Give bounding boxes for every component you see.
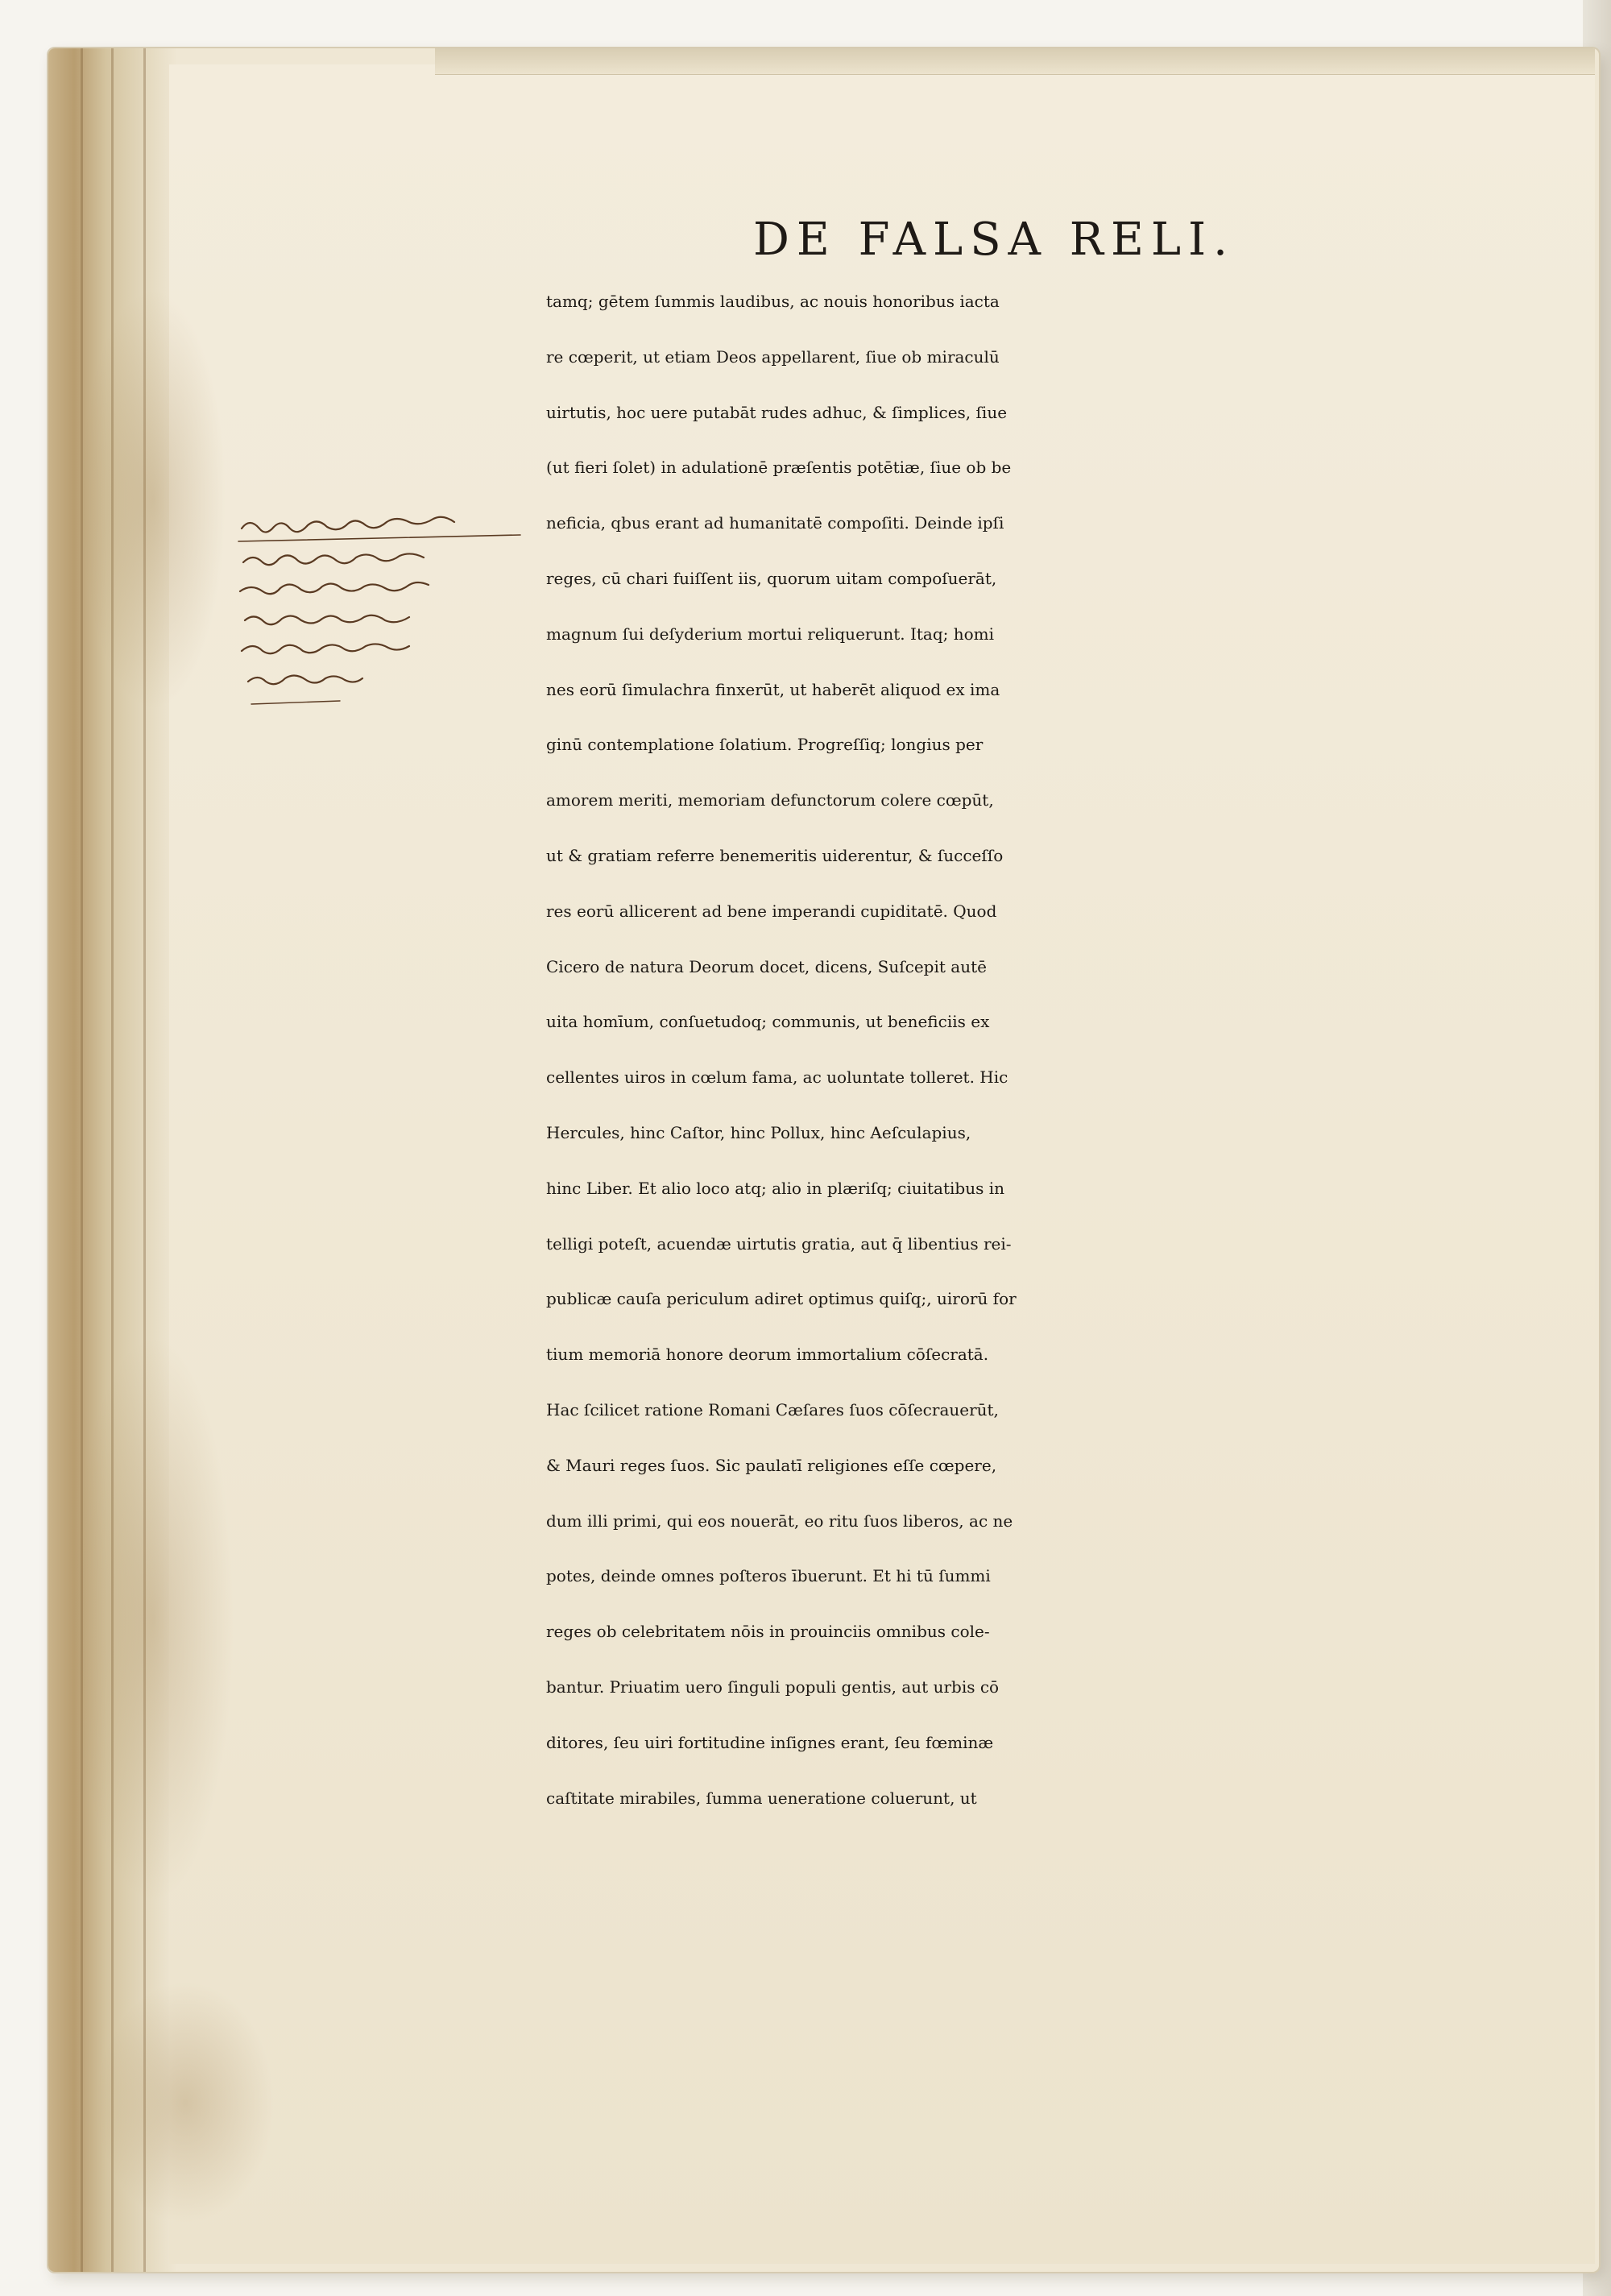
text-line: magnum ſui deſyderium mortui reliquerunt. Itaq; homi xyxy=(546,624,995,644)
text-line: Hac ſcilicet ratione Romani Cæſares ſuos cōſecrauerūt, xyxy=(546,1399,999,1419)
age-stain xyxy=(97,1982,274,2223)
text-line: ginū contemplatione ſolatium. Progreſſiq; longius per xyxy=(546,735,984,755)
text-line: tamq; gētem ſummis laudibus, ac nouis honoribus iacta xyxy=(546,292,1000,311)
text-line: ditores, ſeu uiri fortitudine inſignes erant, ſeu fœminæ xyxy=(546,1732,994,1752)
text-line: Cicero de natura Deorum docet, dicens, Suſcepit autē xyxy=(546,956,987,976)
text-line: hinc Liber. Et alio loco atq; alio in plæriſq; ciuitatibus in xyxy=(546,1178,1004,1198)
text-line: reges ob celebritatem nōis in prouinciis omnibus cole- xyxy=(546,1622,990,1642)
text-line: potes, deinde omnes poſteros ībuerunt. Et hi tū ſummi xyxy=(546,1566,991,1586)
text-line: amorem meriti, memoriam defunctorum colere cœpūt, xyxy=(546,790,994,810)
text-line: telligi poteſt, acuendæ uirtutis gratia, aut q̄ libentius rei- xyxy=(546,1233,1012,1254)
marginal-handwritten-note xyxy=(232,514,554,731)
text-line: ut & gratiam referre benemeritis uiderentur, & ſucceſſo xyxy=(546,845,1004,865)
age-stain xyxy=(81,290,226,709)
gutter-fold-line xyxy=(81,48,83,2272)
text-line: tium memoriā honore deorum immortalium cōſecratā. xyxy=(546,1345,989,1365)
text-line: uita homīum, conſuetudoq; communis, ut beneficiis ex xyxy=(546,1012,990,1032)
page-top-edge xyxy=(435,48,1595,75)
text-line: neficia, qbus erant ad humanitatē compoſiti. Deinde ipſi xyxy=(546,513,1004,533)
text-line: Hercules, hinc Caſtor, hinc Pollux, hinc Aeſculapius, xyxy=(546,1122,971,1142)
text-line: res eorū allicerent ad bene imperandi cupiditatē. Quod xyxy=(546,901,997,921)
text-line: & Mauri reges ſuos. Sic paulatī religiones eſſe cœpere, xyxy=(546,1455,997,1475)
text-line: publicæ cauſa periculum adiret optimus quiſq;, uirorū for xyxy=(546,1289,1017,1309)
text-line: (ut fieri ſolet) in adulationē præſentis potētiæ, ſiue ob be xyxy=(546,458,1012,478)
text-line: bantur. Priuatim uero ſinguli populi gentis, aut urbis cō xyxy=(546,1676,1000,1697)
text-line: caſtitate mirabiles, ſumma ueneratione coluerunt, ut xyxy=(546,1788,977,1808)
text-line: reges, cū chari fuiſſent iis, quorum uitam compoſuerāt, xyxy=(546,568,997,588)
text-line: cellentes uiros in cœlum fama, ac uoluntate tolleret. Hic xyxy=(546,1067,1008,1088)
age-stain xyxy=(72,1337,234,1901)
body-text xyxy=(546,274,1537,1826)
handwriting-scribble xyxy=(232,514,554,731)
text-line: nes eorū ſimulachra finxerūt, ut haberēt aliquod ex ima xyxy=(546,679,1000,699)
text-line: dum illi primi, qui eos nouerāt, eo ritu ſuos liberos, ac ne xyxy=(546,1511,1013,1531)
running-head: DE FALSA RELI. xyxy=(753,213,1235,266)
text-line: uirtutis, hoc uere putabāt rudes adhuc, & ſimplices, ſiue xyxy=(546,402,1008,422)
text-line: re cœperit, ut etiam Deos appellarent, ſiue ob miraculū xyxy=(546,346,1000,367)
